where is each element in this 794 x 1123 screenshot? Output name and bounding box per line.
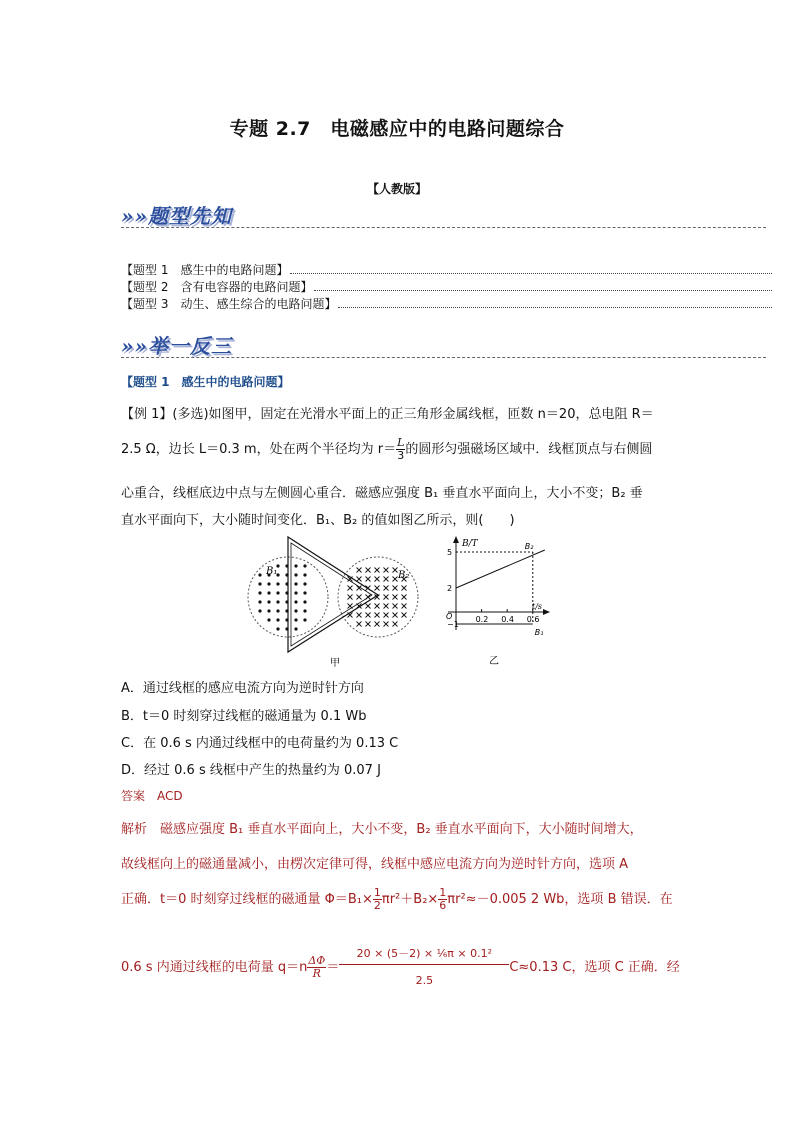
divider <box>121 357 766 358</box>
analysis-text: 0.6 s 内通过线框的电荷量 q＝n $\frac{\Delta\Phi}{R}$ ＝ $\frac{\text{20 × (5－2) × ⅙π × 0.1²}}{2.5}$ C≈0.13 C，选项 C 正确．经 <box>121 947 680 987</box>
figure-yi-caption: 乙 <box>489 656 499 667</box>
field-dot <box>294 564 297 567</box>
y-tick-label: 5 <box>447 548 453 557</box>
field-dot <box>303 573 306 576</box>
field-dot <box>258 573 261 576</box>
field-cross <box>384 586 389 591</box>
field-cross <box>402 586 407 591</box>
field-cross <box>384 577 389 582</box>
field-cross <box>366 577 371 582</box>
field-cross <box>348 595 353 600</box>
field-dot <box>303 618 306 621</box>
page-title: 专题 2.7 电磁感应中的电路问题综合 <box>229 118 565 140</box>
field-dot <box>303 600 306 603</box>
y-tick-label: 2 <box>447 584 453 593</box>
field-cross <box>393 595 398 600</box>
field-cross <box>393 622 398 627</box>
field-cross <box>393 568 398 573</box>
field-dot <box>303 564 306 567</box>
field-cross <box>366 568 371 573</box>
field-cross <box>393 613 398 618</box>
x-tick-label: 0.6 <box>526 615 540 624</box>
field-cross <box>375 577 380 582</box>
field-dot <box>294 600 297 603</box>
field-dot <box>258 591 261 594</box>
field-cross <box>357 622 362 627</box>
section-banner-practice: »»举一反三 <box>121 334 232 358</box>
field-dot <box>276 609 279 612</box>
x-tick-label: 0.4 <box>501 615 514 624</box>
field-dot <box>276 582 279 585</box>
field-dot <box>294 582 297 585</box>
field-dot <box>276 618 279 621</box>
b2-series-label: B₂ <box>524 542 534 551</box>
y-tick-label: −1 <box>447 620 459 629</box>
analysis-text: 解析 磁感应强度 B₁ 垂直水平面向上，大小不变，B₂ 垂直水平面向下，大小随时间增大， <box>121 822 643 837</box>
field-cross <box>393 604 398 609</box>
example-text: 直水平面向下，大小随时间变化．B₁、B₂ 的值如图乙所示，则( ) <box>121 513 515 528</box>
field-cross <box>366 604 371 609</box>
svg-text:O: O <box>446 612 453 621</box>
figure-jia <box>240 532 430 672</box>
option-b: B．t＝0 时刻穿过线框的磁通量为 0.1 Wb <box>121 709 367 724</box>
b2-label: B₂ <box>398 570 410 581</box>
option-a: A．通过线框的感应电流方向为逆时针方向 <box>121 681 364 696</box>
field-dot <box>276 600 279 603</box>
figure-yi <box>438 534 558 670</box>
figure-jia-caption: 甲 <box>330 658 340 669</box>
field-cross <box>384 595 389 600</box>
field-cross <box>375 586 380 591</box>
field-cross <box>393 586 398 591</box>
field-cross <box>402 595 407 600</box>
field-dot <box>258 582 261 585</box>
field-dot <box>267 618 270 621</box>
field-cross <box>375 568 380 573</box>
field-dot <box>294 609 297 612</box>
field-dot <box>267 609 270 612</box>
section-heading: 【题型 1 感生中的电路问题】 <box>121 375 290 389</box>
field-dot <box>267 582 270 585</box>
field-dot <box>258 600 261 603</box>
field-dot <box>303 591 306 594</box>
field-cross <box>366 613 371 618</box>
example-text: 2.5 Ω，边长 L＝0.3 m，处在两个半径均为 r＝ $\frac{L}{3}$ 的圆形匀强磁场区域中．线框顶点与右侧圆 <box>121 436 653 462</box>
field-dot <box>258 609 261 612</box>
svg-text:B/T: B/T <box>462 539 478 549</box>
toc-item-1[interactable]: 【题型 1 感生中的电路问题】 <box>121 261 772 278</box>
field-dot <box>303 609 306 612</box>
option-c: C．在 0.6 s 内通过线框中的电荷量约为 0.13 C <box>121 736 399 751</box>
svg-text:t/s: t/s <box>532 602 543 611</box>
toc-item-2[interactable]: 【题型 2 含有电容器的电路问题】 <box>121 278 772 295</box>
analysis-text: 故线框向上的磁通量减小，由楞次定律可得，线框中感应电流方向为逆时针方向，选项 A <box>121 857 629 872</box>
field-dot <box>294 591 297 594</box>
toc-item-3[interactable]: 【题型 3 动生、感生综合的电路问题】 <box>121 295 772 312</box>
field-cross <box>357 577 362 582</box>
field-cross <box>402 604 407 609</box>
field-dot <box>294 627 297 630</box>
option-d: D．经过 0.6 s 线框中产生的热量约为 0.07 J <box>121 763 381 778</box>
field-dot <box>276 627 279 630</box>
field-dot <box>294 618 297 621</box>
field-dot <box>267 600 270 603</box>
field-dot <box>267 591 270 594</box>
field-cross <box>402 613 407 618</box>
answer: 答案 ACD <box>121 789 183 803</box>
field-cross <box>357 613 362 618</box>
field-cross <box>375 622 380 627</box>
section-banner-overview: »»题型先知 <box>121 204 232 228</box>
field-cross <box>393 577 398 582</box>
b1-series-label: B₁ <box>534 628 544 637</box>
divider <box>121 227 766 228</box>
field-cross <box>384 613 389 618</box>
edition-label: 【人教版】 <box>366 182 427 196</box>
field-cross <box>384 622 389 627</box>
field-dot <box>294 573 297 576</box>
example-text: 心重合，线框底边中点与左侧圆心重合．磁感应强度 B₁ 垂直水平面向上，大小不变；B₂ 垂 <box>121 486 643 501</box>
field-dot <box>303 582 306 585</box>
analysis-text: 正确．t＝0 时刻穿过线框的磁通量 Φ＝B₁× $\frac{1}{2}$ πr²＋B₂× $\frac{1}{6}$ πr²≈－0.005 2 Wb，选项 B 错误．在 <box>121 886 673 912</box>
field-cross <box>366 622 371 627</box>
field-dot <box>276 591 279 594</box>
field-cross <box>375 604 380 609</box>
b1-label: B₁ <box>266 566 278 577</box>
field-cross <box>375 613 380 618</box>
field-cross <box>384 604 389 609</box>
field-cross <box>357 568 362 573</box>
field-cross <box>357 595 362 600</box>
field-cross <box>384 568 389 573</box>
field-cross <box>348 586 353 591</box>
series-b2-line <box>456 550 545 588</box>
example-text: 【例 1】(多选)如图甲，固定在光滑水平面上的正三角形金属线框，匝数 n＝20，总电阻 R＝ <box>121 407 654 422</box>
x-tick-label: 0.2 <box>475 615 489 624</box>
